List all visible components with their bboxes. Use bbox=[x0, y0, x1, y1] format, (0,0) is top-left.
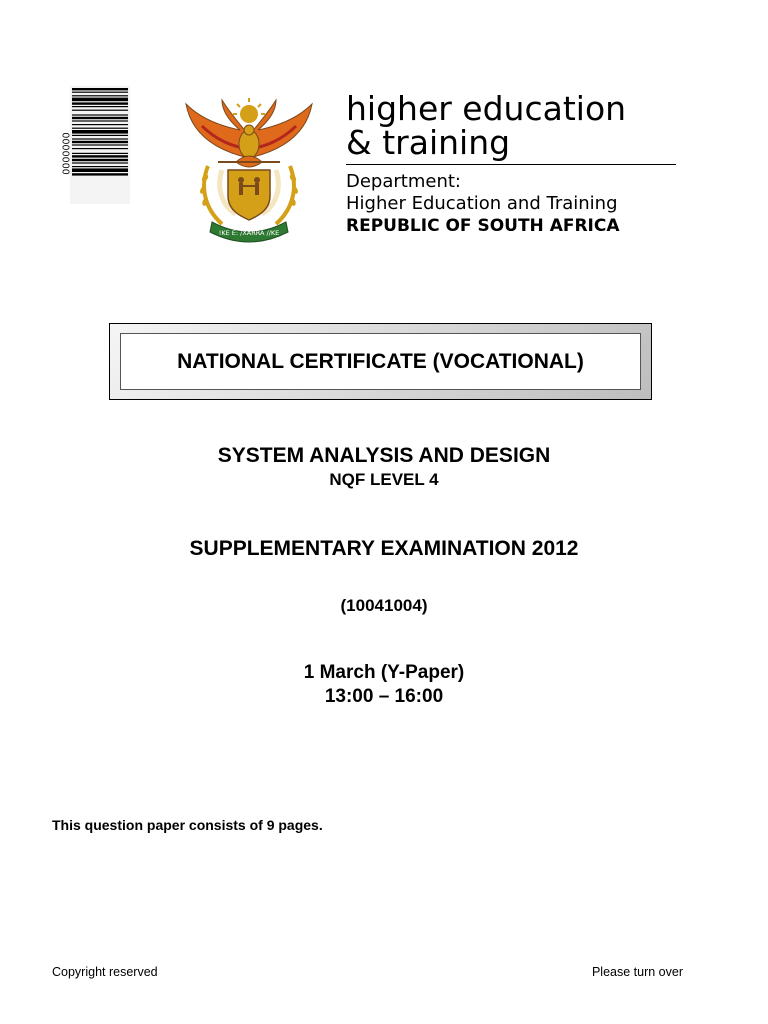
department-label: Department: bbox=[346, 171, 461, 192]
barcode-bar bbox=[72, 110, 128, 111]
exam-subject: SYSTEM ANALYSIS AND DESIGN bbox=[217, 444, 551, 467]
coat-of-arms-logo bbox=[178, 96, 320, 248]
exam-level: NQF LEVEL 4 bbox=[329, 470, 439, 489]
certificate-title: NATIONAL CERTIFICATE (VOCATIONAL) bbox=[177, 349, 584, 373]
exam-date: 1 March (Y-Paper) bbox=[303, 662, 465, 683]
exam-session: SUPPLEMENTARY EXAMINATION 2012 bbox=[189, 537, 579, 560]
barcode-bar bbox=[72, 148, 128, 149]
barcode-bar bbox=[72, 124, 128, 125]
barcode-bar bbox=[72, 135, 128, 136]
copyright-notice: Copyright reserved bbox=[52, 965, 158, 979]
barcode-bar bbox=[72, 120, 128, 121]
turn-over-notice: Please turn over bbox=[591, 965, 683, 979]
page-count-note: This question paper consists of 9 pages. bbox=[52, 817, 323, 833]
barcode-bar bbox=[72, 92, 128, 93]
department-title-line2: & training bbox=[346, 123, 511, 162]
barcode-bar bbox=[72, 168, 128, 172]
barcode-number: 0000000 bbox=[61, 132, 73, 175]
barcode-bar bbox=[72, 173, 128, 175]
barcode-bar bbox=[72, 128, 128, 129]
exam-code: (10041004) bbox=[340, 596, 428, 615]
barcode-bar bbox=[72, 98, 128, 102]
barcode-bar bbox=[72, 155, 128, 157]
barcode-bar bbox=[72, 106, 128, 107]
certificate-title-box bbox=[120, 333, 641, 390]
certificate-title-frame bbox=[109, 323, 652, 400]
barcode-bar bbox=[72, 138, 128, 139]
department-name: Higher Education and Training bbox=[346, 193, 618, 214]
barcode-bar bbox=[72, 141, 128, 143]
crest-motto: !KE E: /XARRA //KE bbox=[218, 229, 280, 237]
department-title-line1: higher education bbox=[346, 89, 627, 128]
barcode-bar bbox=[72, 88, 128, 90]
exam-time: 13:00 – 16:00 bbox=[324, 686, 444, 707]
barcode-bar bbox=[72, 117, 128, 119]
barcode-bar bbox=[72, 130, 128, 134]
country-name: REPUBLIC OF SOUTH AFRICA bbox=[346, 216, 620, 236]
department-heading bbox=[346, 89, 686, 242]
barcode-bar bbox=[72, 162, 128, 163]
department-rule bbox=[346, 164, 676, 165]
barcode-bar bbox=[72, 153, 128, 154]
barcode-bar bbox=[72, 102, 128, 104]
barcode-bar bbox=[72, 166, 128, 167]
barcode-bar bbox=[72, 114, 128, 115]
barcode-bar bbox=[72, 95, 128, 96]
barcode-bar bbox=[72, 159, 128, 161]
barcode-bar bbox=[72, 144, 128, 145]
